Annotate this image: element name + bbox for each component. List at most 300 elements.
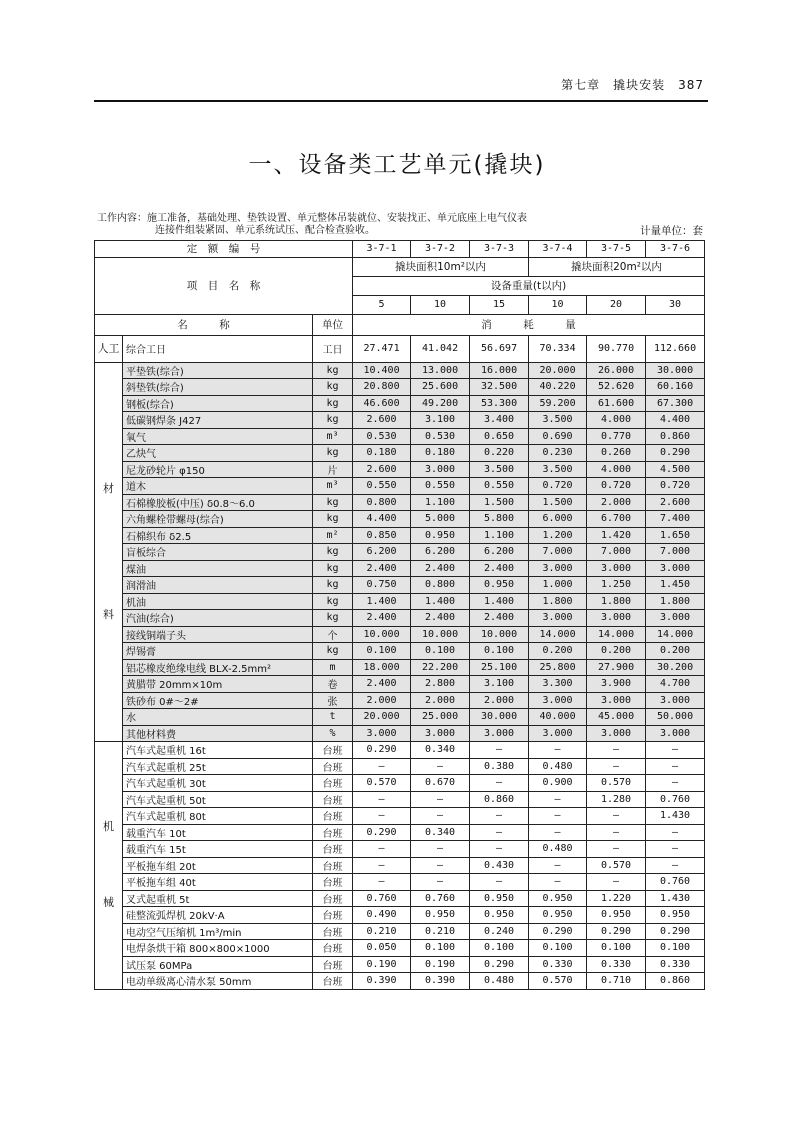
machinery-item-value: 0.570: [587, 857, 646, 874]
machinery-item-name: 汽车式起重机 30t: [123, 775, 313, 792]
materials-item-value: 0.650: [470, 428, 529, 445]
machinery-item-value: 0.290: [529, 923, 587, 940]
materials-item-value: 14.000: [587, 626, 646, 643]
labor-item-value: 70.334: [529, 335, 587, 362]
machinery-item-value: —: [529, 874, 587, 891]
machinery-item-value: —: [646, 758, 705, 775]
materials-item-value: 1.400: [353, 593, 411, 610]
machinery-item-value: 0.430: [470, 857, 529, 874]
machinery-item-value: 1.220: [587, 890, 646, 907]
machinery-item-value: —: [470, 874, 529, 891]
work-content-line2: 连接件组装紧固、单元系统试压、配合检查验收。: [155, 225, 375, 236]
materials-row: [95, 593, 705, 610]
materials-item-name: 煤油: [123, 560, 313, 577]
materials-row: [95, 626, 705, 643]
materials-item-value: 4.500: [646, 461, 705, 478]
machinery-item-unit: 台班: [313, 791, 353, 808]
materials-item-unit: kg: [313, 412, 353, 429]
materials-item-value: 25.800: [529, 659, 587, 676]
materials-item-name: 石棉橡胶板(中压) δ0.8～6.0: [123, 494, 313, 511]
materials-item-value: 2.600: [353, 412, 411, 429]
materials-item-value: 10.000: [411, 626, 470, 643]
machinery-item-unit: 台班: [313, 890, 353, 907]
machinery-item-value: 1.430: [646, 890, 705, 907]
machinery-item-value: 0.950: [411, 907, 470, 924]
materials-item-name: 机油: [123, 593, 313, 610]
materials-row: [95, 478, 705, 495]
materials-item-name: 平垫铁(综合): [123, 362, 313, 379]
machinery-item-value: —: [646, 775, 705, 792]
materials-item-value: 2.400: [470, 560, 529, 577]
materials-item-value: 53.300: [470, 395, 529, 412]
machinery-row: [95, 956, 705, 973]
materials-item-value: 0.950: [470, 577, 529, 594]
machinery-item-name: 汽车式起重机 16t: [123, 742, 313, 759]
materials-item-value: 0.200: [529, 643, 587, 660]
materials-item-value: 10.000: [470, 626, 529, 643]
materials-item-value: 0.720: [529, 478, 587, 495]
materials-item-value: 7.000: [587, 544, 646, 561]
materials-item-name: 低碳钢焊条 J427: [123, 412, 313, 429]
quota-code: 3-7-4: [529, 241, 587, 258]
materials-item-name: 接线铜端子头: [123, 626, 313, 643]
machinery-item-value: —: [353, 808, 411, 825]
materials-row: [95, 428, 705, 445]
materials-item-unit: 卷: [313, 676, 353, 693]
materials-item-value: 0.530: [353, 428, 411, 445]
labor-item-unit: 工日: [313, 335, 353, 362]
materials-item-value: 60.160: [646, 379, 705, 396]
materials-item-value: 46.600: [353, 395, 411, 412]
machinery-item-value: —: [529, 742, 587, 759]
machinery-item-value: 0.210: [411, 923, 470, 940]
machinery-item-name: 平板拖车组 20t: [123, 857, 313, 874]
materials-item-value: 10.000: [353, 626, 411, 643]
materials-item-value: 4.400: [353, 511, 411, 528]
machinery-item-value: —: [353, 758, 411, 775]
materials-item-value: 2.400: [411, 610, 470, 627]
materials-item-unit: kg: [313, 610, 353, 627]
machinery-item-value: 0.340: [411, 742, 470, 759]
materials-item-value: 6.200: [470, 544, 529, 561]
materials-item-unit: t: [313, 709, 353, 726]
materials-item-value: 25.100: [470, 659, 529, 676]
materials-item-value: 14.000: [529, 626, 587, 643]
materials-item-value: 0.100: [470, 643, 529, 660]
machinery-item-unit: 台班: [313, 857, 353, 874]
materials-item-value: 30.000: [646, 362, 705, 379]
materials-item-value: 7.400: [646, 511, 705, 528]
labor-item-value: 27.471: [353, 335, 411, 362]
materials-item-name: 润滑油: [123, 577, 313, 594]
machinery-item-value: 0.950: [529, 890, 587, 907]
materials-item-value: 2.400: [470, 610, 529, 627]
machinery-item-value: 0.480: [470, 973, 529, 990]
machinery-item-name: 汽车式起重机 50t: [123, 791, 313, 808]
machinery-item-value: 0.390: [353, 973, 411, 990]
materials-item-value: 0.800: [353, 494, 411, 511]
machinery-item-value: 0.240: [470, 923, 529, 940]
machinery-item-value: 0.760: [646, 874, 705, 891]
machinery-row: [95, 824, 705, 841]
machinery-item-value: —: [353, 874, 411, 891]
materials-item-value: 1.500: [470, 494, 529, 511]
materials-item-unit: kg: [313, 362, 353, 379]
materials-item-unit: m²: [313, 527, 353, 544]
machinery-item-unit: 台班: [313, 956, 353, 973]
quota-code: 3-7-3: [470, 241, 529, 258]
machinery-item-value: —: [587, 758, 646, 775]
materials-row: [95, 511, 705, 528]
machinery-item-value: —: [411, 874, 470, 891]
machinery-item-value: —: [529, 824, 587, 841]
materials-item-value: 25.600: [411, 379, 470, 396]
quota-code: 3-7-6: [646, 241, 705, 258]
item-name-label: 项 目 名 称: [95, 257, 353, 314]
column-name-header: 名 称: [95, 314, 313, 335]
materials-item-value: 52.620: [587, 379, 646, 396]
materials-item-value: 3.400: [470, 412, 529, 429]
quota-number-label: 定 额 编 号: [95, 241, 353, 258]
materials-item-value: 5.800: [470, 511, 529, 528]
labor-item-value: 56.697: [470, 335, 529, 362]
materials-item-value: 16.000: [470, 362, 529, 379]
machinery-item-value: 0.210: [353, 923, 411, 940]
materials-item-unit: kg: [313, 544, 353, 561]
machinery-item-name: 载重汽车 10t: [123, 824, 313, 841]
materials-item-value: 45.000: [587, 709, 646, 726]
materials-item-value: 1.650: [646, 527, 705, 544]
materials-item-value: 0.550: [411, 478, 470, 495]
labor-category-label: 人工: [97, 341, 120, 355]
materials-item-unit: kg: [313, 593, 353, 610]
machinery-item-value: —: [470, 808, 529, 825]
weight-value: 30: [646, 295, 705, 314]
materials-item-value: 0.230: [529, 445, 587, 462]
materials-row: [95, 560, 705, 577]
materials-item-name: 六角螺栓带螺母(综合): [123, 511, 313, 528]
machinery-item-value: —: [646, 824, 705, 841]
materials-item-unit: kg: [313, 560, 353, 577]
materials-item-value: 6.200: [411, 544, 470, 561]
machinery-item-name: 电动空气压缩机 1m³/min: [123, 923, 313, 940]
materials-item-value: 3.000: [353, 725, 411, 742]
machinery-item-unit: 台班: [313, 775, 353, 792]
machinery-item-value: 0.480: [529, 758, 587, 775]
materials-item-name: 铁砂布 0#～2#: [123, 692, 313, 709]
column-unit-header: 单位: [313, 314, 353, 335]
materials-row: [95, 643, 705, 660]
materials-item-value: 0.690: [529, 428, 587, 445]
materials-item-value: 1.100: [470, 527, 529, 544]
materials-item-value: 2.800: [411, 676, 470, 693]
materials-item-value: 50.000: [646, 709, 705, 726]
machinery-row: [95, 857, 705, 874]
machinery-item-value: 0.340: [411, 824, 470, 841]
machinery-item-unit: 台班: [313, 758, 353, 775]
materials-row: [95, 445, 705, 462]
materials-row: [95, 725, 705, 742]
weight-label: 设备重量(t以内): [353, 276, 705, 295]
machinery-item-value: 0.100: [587, 940, 646, 957]
materials-item-value: 2.400: [353, 676, 411, 693]
materials-category: [95, 362, 123, 742]
machinery-item-value: —: [470, 742, 529, 759]
materials-item-unit: m: [313, 659, 353, 676]
materials-item-value: 32.500: [470, 379, 529, 396]
machinery-item-value: 1.280: [587, 791, 646, 808]
machinery-item-value: —: [587, 742, 646, 759]
area-group-1: 撬块面积10m²以内: [353, 257, 529, 276]
weight-value: 5: [353, 295, 411, 314]
materials-item-value: 0.100: [411, 643, 470, 660]
materials-item-value: 3.000: [529, 725, 587, 742]
materials-item-unit: kg: [313, 494, 353, 511]
materials-item-value: 2.400: [353, 560, 411, 577]
materials-item-value: 1.400: [411, 593, 470, 610]
machinery-item-value: 0.570: [353, 775, 411, 792]
materials-item-name: 盲板综合: [123, 544, 313, 561]
materials-item-value: 2.000: [470, 692, 529, 709]
materials-row: [95, 676, 705, 693]
machinery-item-unit: 台班: [313, 824, 353, 841]
machinery-item-value: —: [353, 857, 411, 874]
materials-row: [95, 379, 705, 396]
weight-value: 10: [529, 295, 587, 314]
materials-item-value: 10.400: [353, 362, 411, 379]
materials-item-name: 汽油(综合): [123, 610, 313, 627]
materials-category-bottom: 料: [103, 607, 114, 621]
materials-item-value: 0.950: [411, 527, 470, 544]
machinery-row: [95, 775, 705, 792]
machinery-row: [95, 940, 705, 957]
machinery-item-value: —: [470, 775, 529, 792]
materials-row: [95, 577, 705, 594]
machinery-item-value: —: [646, 857, 705, 874]
materials-item-value: 0.530: [411, 428, 470, 445]
materials-row: [95, 395, 705, 412]
weight-value: 10: [411, 295, 470, 314]
materials-item-value: 25.000: [411, 709, 470, 726]
materials-item-value: 0.550: [470, 478, 529, 495]
machinery-row: [95, 973, 705, 990]
materials-item-value: 67.300: [646, 395, 705, 412]
materials-item-name: 尼龙砂轮片 φ150: [123, 461, 313, 478]
machinery-item-value: —: [646, 742, 705, 759]
materials-row: [95, 659, 705, 676]
materials-item-value: 6.700: [587, 511, 646, 528]
machinery-item-value: 0.290: [470, 956, 529, 973]
machinery-item-name: 电动单级离心清水泵 50mm: [123, 973, 313, 990]
materials-item-value: 4.400: [646, 412, 705, 429]
labor-item-value: 90.770: [587, 335, 646, 362]
materials-item-value: 2.000: [411, 692, 470, 709]
materials-item-value: 27.900: [587, 659, 646, 676]
materials-item-value: 3.000: [411, 461, 470, 478]
materials-row: [95, 709, 705, 726]
materials-item-value: 3.000: [470, 725, 529, 742]
labor-item-value: 112.660: [646, 335, 705, 362]
machinery-item-value: —: [529, 791, 587, 808]
machinery-item-unit: 台班: [313, 940, 353, 957]
machinery-category-bottom: 械: [103, 896, 114, 910]
machinery-item-value: 0.760: [646, 791, 705, 808]
materials-item-name: 黄腊带 20mm×10m: [123, 676, 313, 693]
materials-category-top: 材: [103, 481, 114, 495]
materials-item-value: 1.800: [646, 593, 705, 610]
column-consumption-header: 消 耗 量: [353, 314, 705, 335]
machinery-item-value: —: [470, 841, 529, 858]
machinery-item-name: 叉式起重机 5t: [123, 890, 313, 907]
labor-category: [95, 335, 123, 362]
machinery-item-value: 0.570: [587, 775, 646, 792]
labor-item-name: 综合工日: [123, 335, 313, 362]
materials-item-value: 3.900: [587, 676, 646, 693]
materials-row: [95, 527, 705, 544]
machinery-item-value: 0.290: [587, 923, 646, 940]
materials-item-unit: 片: [313, 461, 353, 478]
machinery-item-value: 0.190: [411, 956, 470, 973]
materials-item-value: 20.000: [529, 362, 587, 379]
materials-item-value: 30.000: [470, 709, 529, 726]
machinery-item-value: 0.860: [470, 791, 529, 808]
materials-item-value: 3.000: [587, 560, 646, 577]
machinery-item-value: 0.670: [411, 775, 470, 792]
labor-row: [95, 335, 705, 362]
materials-item-value: 3.000: [646, 610, 705, 627]
machinery-item-value: 0.190: [353, 956, 411, 973]
materials-item-value: 0.720: [587, 478, 646, 495]
machinery-item-name: 平板拖车组 40t: [123, 874, 313, 891]
machinery-item-name: 汽车式起重机 25t: [123, 758, 313, 775]
materials-item-value: 0.860: [646, 428, 705, 445]
machinery-item-value: 0.480: [529, 841, 587, 858]
machinery-item-value: 0.100: [646, 940, 705, 957]
materials-item-value: 3.000: [587, 610, 646, 627]
materials-item-value: 61.600: [587, 395, 646, 412]
materials-item-value: 1.200: [529, 527, 587, 544]
materials-item-value: 1.400: [470, 593, 529, 610]
materials-item-value: 20.000: [353, 709, 411, 726]
weight-value: 15: [470, 295, 529, 314]
materials-item-value: 2.600: [646, 494, 705, 511]
machinery-item-unit: 台班: [313, 874, 353, 891]
materials-item-name: 焊锡膏: [123, 643, 313, 660]
machinery-row: [95, 841, 705, 858]
materials-item-name: 钢板(综合): [123, 395, 313, 412]
machinery-item-unit: 台班: [313, 742, 353, 759]
machinery-item-value: 0.100: [470, 940, 529, 957]
materials-item-unit: kg: [313, 577, 353, 594]
machinery-row: [95, 808, 705, 825]
materials-item-value: 0.770: [587, 428, 646, 445]
materials-item-value: 1.000: [529, 577, 587, 594]
machinery-item-value: 0.950: [470, 890, 529, 907]
chapter-page-label: 第七章 撬块安装 387: [561, 78, 704, 92]
materials-row: [95, 362, 705, 379]
materials-item-value: 1.800: [529, 593, 587, 610]
machinery-item-name: 硅整流弧焊机 20kV·A: [123, 907, 313, 924]
machinery-item-value: 0.950: [529, 907, 587, 924]
machinery-item-value: —: [646, 841, 705, 858]
machinery-item-value: 1.430: [646, 808, 705, 825]
materials-row: [95, 412, 705, 429]
machinery-item-value: 0.390: [411, 973, 470, 990]
machinery-item-unit: 台班: [313, 973, 353, 990]
machinery-row: [95, 742, 705, 759]
materials-item-unit: %: [313, 725, 353, 742]
materials-item-unit: kg: [313, 395, 353, 412]
machinery-row: [95, 791, 705, 808]
machinery-item-value: 0.330: [587, 956, 646, 973]
machinery-category: [95, 742, 123, 990]
materials-item-value: 4.000: [587, 412, 646, 429]
area-group-2: 撬块面积20m²以内: [529, 257, 705, 276]
materials-item-value: 49.200: [411, 395, 470, 412]
machinery-item-value: —: [529, 808, 587, 825]
machinery-item-name: 汽车式起重机 80t: [123, 808, 313, 825]
materials-item-value: 0.800: [411, 577, 470, 594]
materials-item-value: 0.290: [646, 445, 705, 462]
materials-item-unit: 个: [313, 626, 353, 643]
machinery-item-value: —: [587, 874, 646, 891]
materials-item-value: 0.260: [587, 445, 646, 462]
materials-item-value: 0.180: [411, 445, 470, 462]
materials-item-value: 7.000: [529, 544, 587, 561]
materials-item-value: 3.000: [646, 692, 705, 709]
machinery-item-value: 0.290: [353, 742, 411, 759]
materials-item-value: 30.200: [646, 659, 705, 676]
machinery-item-value: —: [411, 791, 470, 808]
materials-item-value: 4.700: [646, 676, 705, 693]
materials-item-value: 0.220: [470, 445, 529, 462]
labor-item-value: 41.042: [411, 335, 470, 362]
materials-item-value: 3.500: [529, 461, 587, 478]
weight-value: 20: [587, 295, 646, 314]
materials-item-unit: 张: [313, 692, 353, 709]
machinery-item-name: 试压泵 60MPa: [123, 956, 313, 973]
machinery-item-value: 0.900: [529, 775, 587, 792]
materials-item-value: 20.800: [353, 379, 411, 396]
materials-item-value: 3.000: [529, 560, 587, 577]
materials-item-value: 40.000: [529, 709, 587, 726]
quota-code: 3-7-2: [411, 241, 470, 258]
machinery-row: [95, 907, 705, 924]
materials-row: [95, 692, 705, 709]
materials-item-value: 3.000: [529, 610, 587, 627]
machinery-item-value: —: [587, 808, 646, 825]
materials-row: [95, 461, 705, 478]
machinery-item-value: 0.050: [353, 940, 411, 957]
materials-item-value: 3.000: [646, 560, 705, 577]
quota-table: [94, 240, 705, 990]
materials-item-value: 3.000: [411, 725, 470, 742]
materials-item-value: 0.200: [587, 643, 646, 660]
machinery-item-value: 0.490: [353, 907, 411, 924]
machinery-item-unit: 台班: [313, 841, 353, 858]
quota-code: 3-7-5: [587, 241, 646, 258]
materials-item-value: 40.220: [529, 379, 587, 396]
materials-item-name: 水: [123, 709, 313, 726]
machinery-item-value: —: [353, 791, 411, 808]
machinery-item-value: —: [470, 824, 529, 841]
materials-item-unit: kg: [313, 511, 353, 528]
machinery-item-name: 电焊条烘干箱 800×800×1000: [123, 940, 313, 957]
materials-item-value: 0.550: [353, 478, 411, 495]
materials-item-value: 3.500: [529, 412, 587, 429]
machinery-item-value: —: [411, 808, 470, 825]
machinery-item-value: 0.710: [587, 973, 646, 990]
